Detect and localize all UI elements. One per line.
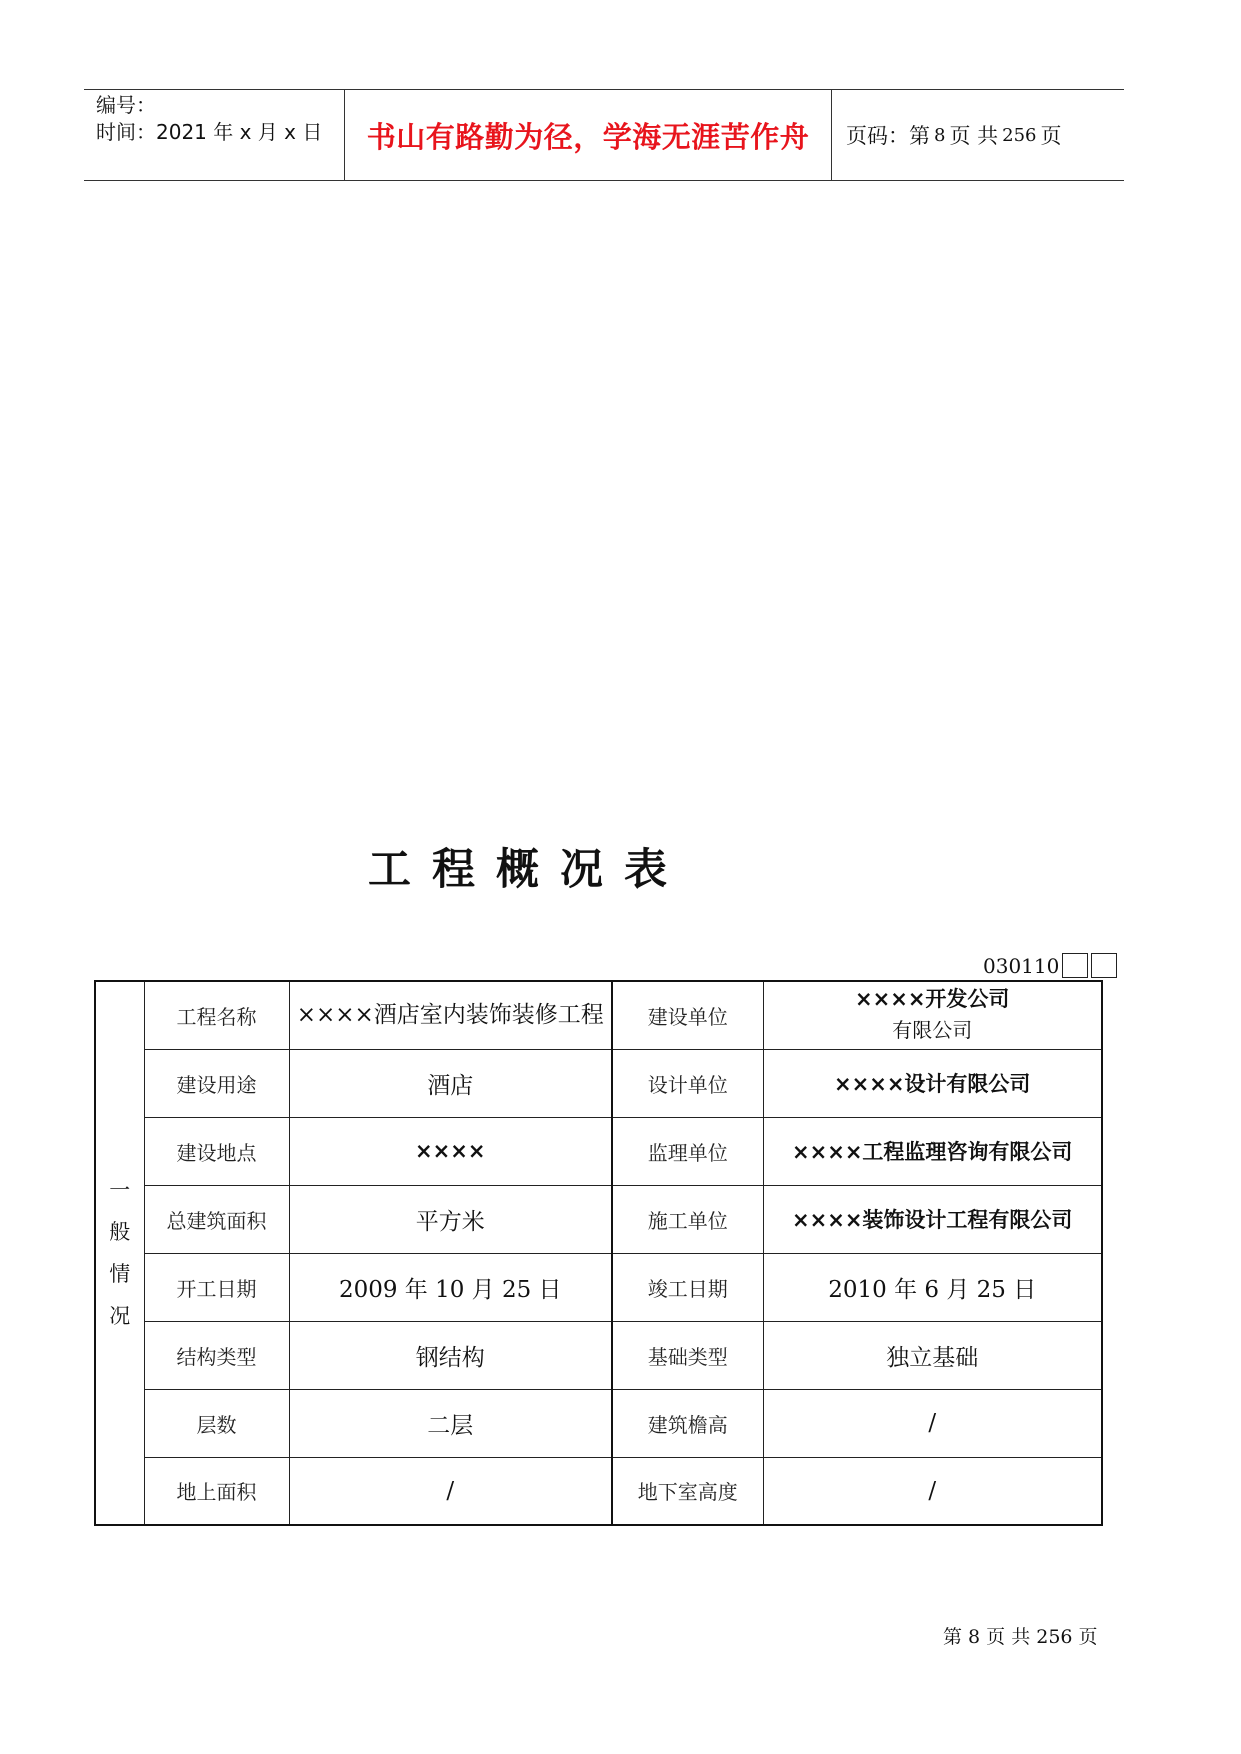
label-completion-date: 竣工日期: [612, 1253, 763, 1321]
page-current: 8: [934, 124, 946, 146]
value-structure-type: 钢结构: [289, 1321, 612, 1389]
header-meta: [84, 90, 345, 180]
developer-line2: 有限公司: [892, 1018, 973, 1043]
label-developer: 建设单位: [612, 981, 763, 1049]
table-row: [95, 1185, 1102, 1253]
project-overview-table: [94, 980, 1103, 1526]
header-page-info: [832, 90, 1124, 180]
table-row: [95, 1049, 1102, 1117]
value-completion-date: 2010 年 6 月 25 日: [763, 1253, 1102, 1321]
label-contractor: 施工单位: [612, 1185, 763, 1253]
page-total: 256: [1002, 124, 1037, 146]
value-total-area: 平方米: [289, 1185, 612, 1253]
value-supervisor: ××××工程监理咨询有限公司: [763, 1117, 1102, 1185]
form-code: [983, 952, 1117, 979]
developer-line1: ××××开发公司: [855, 987, 1010, 1012]
table-row: [95, 981, 1102, 1049]
side-header-char: 情: [109, 1262, 131, 1286]
number-label: 编号：: [96, 93, 156, 117]
page-header: [84, 89, 1124, 181]
value-eave-height: /: [763, 1389, 1102, 1457]
label-foundation-type: 基础类型: [612, 1321, 763, 1389]
label-designer: 设计单位: [612, 1049, 763, 1117]
page-prefix: 页码：第: [846, 124, 930, 148]
side-header-char: 般: [109, 1220, 131, 1244]
label-start-date: 开工日期: [144, 1253, 289, 1321]
page-suffix: 页: [1040, 124, 1062, 148]
table-row: [95, 1321, 1102, 1389]
header-motto: 书山有路勤为径，学海无涯苦作舟: [345, 90, 832, 180]
value-designer: ××××设计有限公司: [763, 1049, 1102, 1117]
table-row: [95, 1389, 1102, 1457]
label-total-area: 总建筑面积: [144, 1185, 289, 1253]
value-contractor: ××××装饰设计工程有限公司: [763, 1185, 1102, 1253]
document-title: 工程概况表: [368, 845, 688, 895]
table-row: [95, 1253, 1102, 1321]
label-supervisor: 监理单位: [612, 1117, 763, 1185]
label-project-name: 工程名称: [144, 981, 289, 1049]
value-location: ××××: [289, 1117, 612, 1185]
code-box-2: [1091, 953, 1117, 978]
side-header-char: 一: [109, 1178, 131, 1202]
label-floors: 层数: [144, 1389, 289, 1457]
page-footer: 第 8 页 共 256 页: [943, 1626, 1098, 1648]
value-project-name: ××××酒店室内装饰装修工程: [289, 981, 612, 1049]
time-label: 时间：2021 年 x 月 x 日: [96, 120, 323, 144]
page-mid: 页 共: [949, 124, 999, 148]
label-usage: 建设用途: [144, 1049, 289, 1117]
form-code-number: 030110: [983, 953, 1060, 978]
code-box-1: [1062, 953, 1088, 978]
value-floors: 二层: [289, 1389, 612, 1457]
label-location: 建设地点: [144, 1117, 289, 1185]
value-above-ground-area: /: [289, 1457, 612, 1525]
value-foundation-type: 独立基础: [763, 1321, 1102, 1389]
label-basement-height: 地下室高度: [612, 1457, 763, 1525]
value-developer: [763, 981, 1102, 1049]
table-row: [95, 1457, 1102, 1525]
label-structure-type: 结构类型: [144, 1321, 289, 1389]
label-above-ground-area: 地上面积: [144, 1457, 289, 1525]
value-basement-height: /: [763, 1457, 1102, 1525]
table-row: [95, 1117, 1102, 1185]
side-header-char: 况: [109, 1304, 131, 1328]
value-start-date: 2009 年 10 月 25 日: [289, 1253, 612, 1321]
side-header-general: [95, 981, 144, 1525]
label-eave-height: 建筑檐高: [612, 1389, 763, 1457]
value-usage: 酒店: [289, 1049, 612, 1117]
